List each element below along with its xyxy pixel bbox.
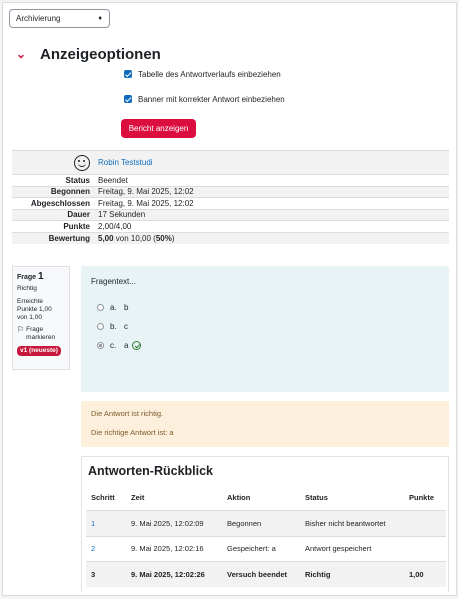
grade-label: Bewertung (12, 232, 94, 244)
question-text: Fragentext... (91, 277, 136, 286)
column-header: Schritt (91, 493, 115, 502)
attempt-summary-table (12, 150, 449, 244)
flag-label-line: Frage (26, 326, 44, 333)
question-number (17, 271, 65, 284)
history-table (86, 485, 446, 587)
grade-main: 5,00 (98, 233, 114, 243)
format-select-value: Archivierung (16, 14, 61, 23)
column-header: Punkte (409, 493, 435, 502)
radio-icon (97, 304, 104, 311)
summary-label: Dauer (12, 209, 94, 221)
checkbox-checked-icon[interactable] (124, 95, 132, 103)
summary-row (12, 209, 449, 221)
status-cell: Richtig (300, 562, 404, 588)
option-answer: b (124, 303, 129, 312)
question-grade-line: von 1,00 (17, 313, 42, 321)
summary-value: Freitag, 9. Mai 2025, 12:02 (94, 186, 449, 198)
feedback-box (81, 401, 449, 447)
grade-value (94, 232, 449, 244)
radio-icon (97, 323, 104, 330)
summary-row (12, 175, 449, 187)
table-row (86, 536, 446, 562)
history-title: Antworten-Rückblick (88, 464, 214, 478)
option-answer: c (124, 322, 128, 331)
include-banner-checkbox[interactable] (124, 93, 285, 105)
action-cell: Begonnen (222, 511, 300, 537)
history-header-row (86, 485, 446, 511)
summary-label: Abgeschlossen (12, 198, 94, 210)
user-avatar-icon (74, 155, 90, 171)
step-cell (86, 536, 126, 562)
summary-label: Begonnen (12, 186, 94, 198)
user-link[interactable]: Robin Teststudi (98, 158, 153, 167)
question-content (81, 266, 449, 392)
option-letter: a. (110, 303, 117, 312)
question-number-value: 1 (38, 271, 44, 282)
answer-option-selected (97, 341, 141, 350)
time-cell: 9. Mai 2025, 12:02:16 (126, 536, 222, 562)
question-grade (17, 298, 65, 322)
table-row-current (86, 562, 446, 588)
action-cell: Versuch beendet (222, 562, 300, 588)
status-cell: Antwort gespeichert (300, 536, 404, 562)
flag-question-link[interactable] (17, 326, 65, 342)
show-report-button[interactable]: Bericht anzeigen (121, 119, 196, 138)
question-info-panel (12, 266, 70, 370)
step-cell: 3 (86, 562, 126, 588)
summary-grade-row (12, 232, 449, 244)
question-state: Richtig (17, 284, 37, 292)
column-header: Status (305, 493, 328, 502)
time-cell: 9. Mai 2025, 12:02:26 (126, 562, 222, 588)
points-cell (404, 511, 446, 537)
right-answer: Die richtige Antwort ist: a (91, 428, 174, 437)
grade-mid: von 10,00 ( (113, 233, 156, 243)
summary-value: Freitag, 9. Mai 2025, 12:02 (94, 198, 449, 210)
summary-value: Beendet (94, 175, 449, 187)
status-cell: Bisher nicht beantwortet (300, 511, 404, 537)
points-cell (404, 536, 446, 562)
summary-user-value (94, 151, 449, 175)
points-cell: 1,00 (404, 562, 446, 588)
summary-label: Punkte (12, 221, 94, 233)
display-options-header[interactable] (16, 45, 161, 63)
updown-caret-icon: ♦ (98, 15, 102, 22)
checkbox-checked-icon[interactable] (124, 70, 132, 78)
summary-value: 2,00/4,00 (94, 221, 449, 233)
summary-row (12, 186, 449, 198)
action-cell: Gespeichert: a (222, 536, 300, 562)
answer-option (97, 322, 128, 331)
include-banner-label: Banner mit korrekter Antwort einbeziehen (138, 94, 285, 104)
step-cell (86, 511, 126, 537)
option-answer: a (124, 341, 129, 350)
column-header: Aktion (227, 493, 251, 502)
question-label: Frage (17, 274, 37, 281)
step-link[interactable]: 2 (91, 544, 96, 554)
column-header: Zeit (131, 493, 145, 502)
question-grade-line: Punkte 1,00 (17, 305, 52, 313)
table-row (86, 511, 446, 537)
version-badge: v1 (neueste) (17, 346, 61, 356)
time-cell: 9. Mai 2025, 12:02:09 (126, 511, 222, 537)
question-grade-line: Erreichte (17, 297, 44, 305)
response-history (81, 456, 449, 592)
step-link[interactable]: 1 (91, 518, 96, 528)
grade-end: ) (171, 233, 175, 243)
correct-check-icon (132, 341, 141, 350)
option-letter: b. (110, 322, 117, 331)
summary-row (12, 198, 449, 210)
summary-user-cell (12, 151, 94, 175)
grade-percent: 50% (155, 233, 172, 243)
include-history-checkbox[interactable] (124, 68, 281, 80)
format-select[interactable] (9, 9, 110, 28)
radio-selected-icon (97, 342, 104, 349)
summary-row (12, 221, 449, 233)
feedback-correct: Die Antwort ist richtig. (91, 409, 164, 418)
display-options-title: Anzeigeoptionen (40, 45, 161, 63)
summary-user-row (12, 151, 449, 175)
flag-icon[interactable]: ⚐ (17, 325, 25, 334)
answer-option (97, 303, 128, 312)
summary-label: Status (12, 175, 94, 187)
option-letter: c. (110, 341, 117, 350)
flag-label-line: markieren (26, 334, 56, 342)
summary-value: 17 Sekunden (94, 209, 449, 221)
include-history-label: Tabelle des Antwortverlaufs einbeziehen (138, 69, 281, 79)
chevron-down-icon[interactable]: ⌄ (16, 47, 27, 61)
